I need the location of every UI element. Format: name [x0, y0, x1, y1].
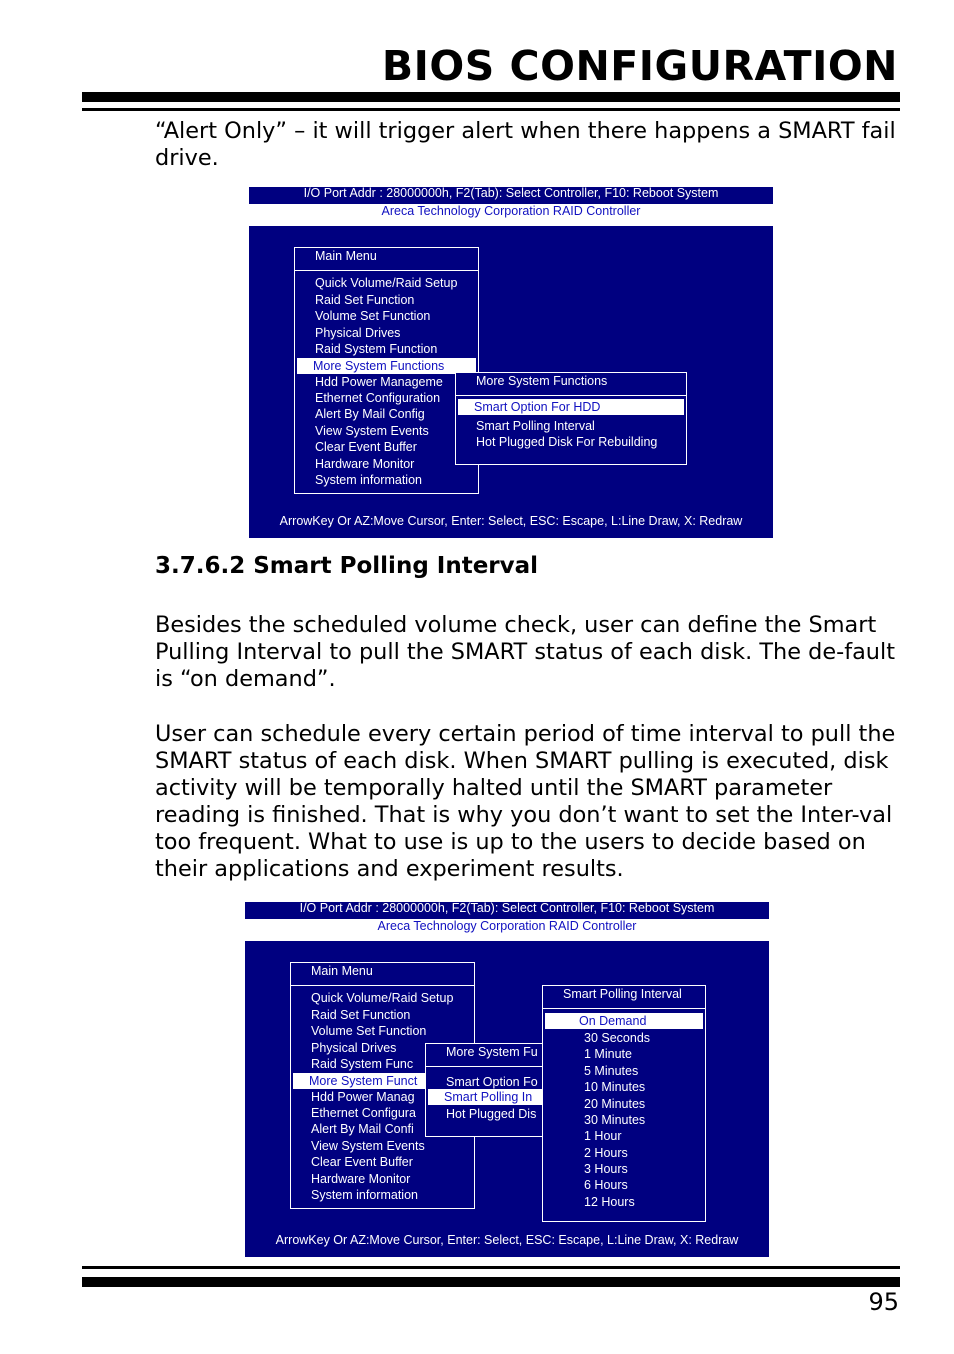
page-number: 95: [868, 1288, 899, 1316]
interval-option-on-demand-selected[interactable]: On Demand: [545, 1013, 703, 1029]
submenu-title: More System Functions: [456, 373, 686, 396]
interval-option[interactable]: 3 Hours: [584, 1162, 628, 1176]
menu-item-more-system-selected[interactable]: More System Functions: [297, 358, 476, 374]
menu-item-volume-set[interactable]: Volume Set Function: [311, 1024, 427, 1038]
menu-item-ethernet[interactable]: Ethernet Configuration: [315, 391, 441, 405]
interval-option[interactable]: 6 Hours: [584, 1178, 628, 1192]
interval-option[interactable]: 5 Minutes: [584, 1064, 639, 1078]
page-title: BIOS CONFIGURATION: [381, 42, 898, 90]
controller-title: Areca Technology Corporation RAID Controller: [245, 919, 769, 941]
status-bar-top: I/O Port Addr : 28000000h, F2(Tab): Select Controller, F10: Reboot System: [249, 187, 773, 204]
submenu-item-smart-polling-selected[interactable]: Smart Polling In: [428, 1089, 564, 1105]
interval-menu-title: Smart Polling Interval: [543, 986, 705, 1009]
submenu-item-smart-option[interactable]: Smart Option Fo: [446, 1075, 538, 1089]
menu-item-system-info[interactable]: System information: [315, 473, 422, 487]
menu-item-hdd-power[interactable]: Hdd Power Manageme: [315, 375, 443, 389]
menu-item-raid-system[interactable]: Raid System Function: [315, 342, 438, 356]
menu-item-view-events[interactable]: View System Events: [311, 1139, 425, 1153]
menu-item-hdd-power[interactable]: Hdd Power Manag: [311, 1090, 415, 1104]
menu-item-clear-buffer[interactable]: Clear Event Buffer: [315, 440, 417, 454]
header-rule-thick: [82, 92, 900, 102]
menu-item-raid-set[interactable]: Raid Set Function: [315, 293, 415, 307]
controller-title: Areca Technology Corporation RAID Controller: [249, 204, 773, 226]
paragraph-2: User can schedule every certain period of time interval to pull the SMART status of each disk. When SMART pulling is executed, disk activity will be temporally halted until the SMART parameter reading is finished. That is why you don’t want to set the Inter-val too frequent. What to use is up to the users to decide based on their applications and experiment results.: [155, 721, 896, 882]
status-bar-bottom: ArrowKey Or AZ:Move Cursor, Enter: Select, ESC: Escape, L:Line Draw, X: Redraw: [275, 1233, 739, 1247]
main-menu: [294, 247, 479, 494]
menu-item-clear-buffer[interactable]: Clear Event Buffer: [311, 1155, 413, 1169]
more-system-functions-menu: [455, 372, 687, 465]
menu-item-more-system-selected[interactable]: More System Funct: [293, 1073, 472, 1089]
footer-rule-thin: [82, 1266, 900, 1269]
smart-polling-interval-menu: [542, 985, 706, 1222]
main-menu-title: Main Menu: [295, 248, 478, 271]
menu-item-raid-set[interactable]: Raid Set Function: [311, 1008, 411, 1022]
main-menu-title: Main Menu: [291, 963, 474, 986]
interval-option[interactable]: 20 Minutes: [584, 1097, 646, 1111]
interval-option[interactable]: 10 Minutes: [584, 1080, 646, 1094]
menu-item-alert-mail[interactable]: Alert By Mail Confi: [311, 1122, 414, 1136]
submenu-item-hot-plugged[interactable]: Hot Plugged Disk For Rebuilding: [476, 435, 658, 449]
interval-option[interactable]: 12 Hours: [584, 1195, 635, 1209]
status-bar-bottom: ArrowKey Or AZ:Move Cursor, Enter: Select, ESC: Escape, L:Line Draw, X: Redraw: [279, 514, 743, 528]
intro-paragraph: “Alert Only” – it will trigger alert when there happens a SMART fail drive.: [155, 118, 896, 171]
bios-screen-1: [249, 187, 773, 538]
menu-item-view-events[interactable]: View System Events: [315, 424, 429, 438]
footer-rule-thick: [82, 1277, 900, 1287]
menu-item-ethernet[interactable]: Ethernet Configura: [311, 1106, 416, 1120]
menu-item-raid-system[interactable]: Raid System Func: [311, 1057, 414, 1071]
menu-item-hardware-monitor[interactable]: Hardware Monitor: [315, 457, 415, 471]
interval-option[interactable]: 1 Hour: [584, 1129, 622, 1143]
menu-item-system-info[interactable]: System information: [311, 1188, 418, 1202]
submenu-item-hot-plugged[interactable]: Hot Plugged Dis: [446, 1107, 537, 1121]
menu-item-quick-volume[interactable]: Quick Volume/Raid Setup: [315, 276, 458, 290]
menu-item-volume-set[interactable]: Volume Set Function: [315, 309, 431, 323]
menu-item-quick-volume[interactable]: Quick Volume/Raid Setup: [311, 991, 454, 1005]
menu-item-physical-drives[interactable]: Physical Drives: [315, 326, 401, 340]
submenu-item-smart-polling[interactable]: Smart Polling Interval: [476, 419, 595, 433]
interval-option[interactable]: 30 Seconds: [584, 1031, 651, 1045]
submenu-item-smart-option-selected[interactable]: Smart Option For HDD: [458, 399, 684, 415]
status-bar-top: I/O Port Addr : 28000000h, F2(Tab): Select Controller, F10: Reboot System: [245, 902, 769, 919]
bios-screen-2: [245, 902, 769, 1257]
interval-option[interactable]: 30 Minutes: [584, 1113, 646, 1127]
menu-item-physical-drives[interactable]: Physical Drives: [311, 1041, 397, 1055]
header-rule-thin: [82, 108, 900, 111]
section-heading: 3.7.6.2 Smart Polling Interval: [155, 553, 539, 579]
interval-option[interactable]: 1 Minute: [584, 1047, 632, 1061]
menu-item-alert-mail[interactable]: Alert By Mail Config: [315, 407, 425, 421]
interval-option[interactable]: 2 Hours: [584, 1146, 628, 1160]
menu-item-hardware-monitor[interactable]: Hardware Monitor: [311, 1172, 411, 1186]
submenu-title: More System Fu: [426, 1044, 566, 1067]
paragraph-1: Besides the scheduled volume check, user can define the Smart Pulling Interval to pull the SMART status of each disk. The de-fault is “on demand”.: [155, 612, 895, 692]
